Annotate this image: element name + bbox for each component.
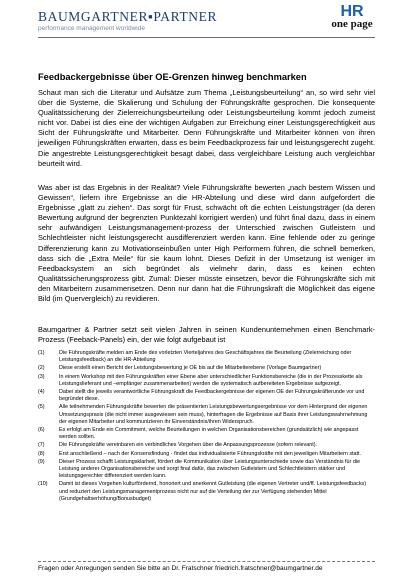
list-item-text: Die Führungskräfte melden am Ende des vorletzten Vierteljahres des Geschäftsjahres die Beurteilung (Zielerreichung oder Leistungsfeedback) an die HR-Abteilung — [59, 350, 352, 364]
list-item — [38, 481, 375, 503]
footer-contact: Fragen oder Anregungen senden Sie bitte an Dr. Fratschner friedrich.fratschner@baumgartner.de — [38, 565, 323, 572]
list-item-text: Die Führungskräfte vereinbaren ein verbindliches Vorgehen über die Anpassungsprozesse (sofern relevant). — [59, 442, 318, 449]
list-item — [38, 404, 375, 426]
list-item — [38, 451, 375, 458]
list-item-number: (10) — [38, 481, 48, 488]
document-title: Feedbackergebnisse über OE-Grenzen hinweg benchmarken — [38, 72, 307, 82]
list-item-number: (9) — [38, 458, 45, 465]
list-item — [38, 442, 375, 449]
intro-paragraph: Schaut man sich die Literatur und Aufsätze zum Thema „Leistungsbeurteilung“ an, so wird sehr viel über die Systeme, die Skalierung und Schulung der Führungskräfte gesprochen. Die konsequente Qualitätssicherung der Zielerreichungsbeurteilung oder Leistungsbeurteilung kommt jedoch zumeist nicht vor. Dabei ist dies eine der wichtigen Aufgaben zur Erreichung einer Leistungsgerechtigkeit aus Sicht der Führungskräfte und Mitarbeiter. Denn Führungskräfte und Mitarbeiter können von ihren jeweiligen Führungskräften erwarten, dass es beim Feedbackprozess fair und leistungsgerecht zugeht. Die angestrebte Leistungsgerechtigkeit besagt dabei, dass vergleichbare Leistung auch vergleichbar beurteilt wird. — [38, 88, 375, 168]
badge-hr-text: HR — [340, 3, 364, 20]
reality-paragraph: Was aber ist das Ergebnis in der Realität? Viele Führungskräfte bewerten „nach bestem Wissen und Gewissen“, liefern ihre Ergebnisse an die HR-Abteilung und diese wird dann aufgefordert die Ergebnisse „glatt zu ziehen“. Das sorgt für Frust, schwächt oft die echten Leistungsträger (da deren Bewertung aufgrund der begrenzten Punktezahl korrigiert werden) und führt final dazu, dass in einem sehr aufwändigen Leistungsmanagement-prozess der Unterschied zwischen Gutleistern und Schlechtleister nicht leistungsgerecht ausdifferenziert werden kann. Eine fehlende oder zu geringe Differenzierung kann zu Motivationseinbußen unter High Performern führen, die schnell bemerken, dass sich die „Extra Meile“ für sie kaum lohnt. Dieses Defizit in der Umsetzung ist weniger im Feedbacksystem an sich begründet als vielmehr darin, dass es keinen echten Qualitätssicherungsprozess gibt. Zumal: Dieser müsste einsetzen, bevor die Führungskräfte sich mit den Mitarbeitern zusammensetzen. Denn nur dann hat die Führungskraft die Möglichkeit das eigene Bild (im Quervergleich) zu revidieren. — [38, 183, 375, 304]
list-item-number: (6) — [38, 427, 45, 434]
brand-name: BAUMGARTNER▪PARTNER — [38, 9, 218, 24]
header-divider — [38, 37, 375, 38]
list-item-number: (2) — [38, 365, 45, 372]
badge-onepage-text: one page — [331, 18, 373, 30]
list-item — [38, 374, 375, 388]
list-item-text: Dieser Prozess schafft Leistungsklarheit, fördert die Kommunikation über Leistungsunterschiede sowie das Verständnis für die Leistung anderer Organisationsbereiche und sorgt final dafür, das zwischen Gutleistern und Schlechtleistern stärker und leistungsgerechter differenziert werden kann. — [59, 458, 361, 480]
list-item-text: In einem Workshop mit den Führungskräften einer Ebene aber unterschiedlicher Funktionsbereiche (die in der Prozesskette als Leistungslieferant und –empfänger zusammenarbeiten) werden die systematisch aufbereiteten Ergebnisse aufgezeigt. — [59, 373, 363, 387]
list-item-text: Es erfolgt am Ende ein Commitment, welche Beurteilungen in welchen Organisationsbereichen (grundsätzlich) wie angepasst werden sollten. — [59, 427, 359, 441]
list-item-number: (3) — [38, 373, 45, 380]
list-item-text: Damit ist dieses Vorgehen kulturfördernd, honoriert und anerkennt Gutleistung (die eigenen Vertreter und/ff. Leistungsfeedbacks) und reduziert den Leistungsmanagementprozess nicht nur auf die Verteilung der zur Verfügung stehenden Mittel (Grundgehaltserhöhung/Bonusbudget) — [59, 481, 367, 502]
list-item-number: (5) — [38, 404, 45, 411]
company-logo — [38, 10, 217, 33]
process-intro-paragraph: Baumgartner & Partner setzt seit vielen Jahren in seinen Kundenunternehmen einen Benchmark-Prozess (Feeback-Panels) ein, der wie folgt aufgebaut ist — [38, 325, 375, 345]
list-item-number: (8) — [38, 450, 45, 457]
list-item — [38, 350, 375, 364]
list-item-text: Alle teilnehmenden Führungskräfte bewerten die präsentierten Leistungsbewertungsergebnisse vor dem Hintergrund der eigenen Umsetzungspraxis (die nicht immer ausgewiesen sein muss), hinterfragen die Ergebnisse auf Basis ihrer Leistungswahrnehmung der eigenen Mitarbeiter und kommunizieren ihr Einverständnis/ihren Widerspruch. — [59, 404, 368, 425]
list-item — [38, 427, 375, 441]
process-steps-list — [38, 350, 375, 504]
list-item — [38, 389, 375, 403]
list-item-text: Erst anschließend – nach der Konsensfindung - findet das individualisierte Führungskräfte mit den jeweiligen Mitarbeitern statt. — [59, 450, 362, 457]
footer-divider — [38, 561, 375, 562]
list-item-number: (7) — [38, 442, 45, 449]
hr-one-page-badge — [327, 4, 377, 30]
list-item-text: Dabei stellt die jeweils verantwortliche Führungskraft die Feedbackergebnisse der eigenen OE der Führungskräfterunde vor und begründet diese. — [59, 389, 365, 403]
list-item-number: (4) — [38, 389, 45, 396]
brand-tagline: performance management worldwide — [38, 25, 145, 32]
list-item-number: (1) — [38, 350, 45, 356]
list-item — [38, 459, 375, 481]
list-item-text: Diese erstellt einen Bericht der Leistungsbewertung je OE bis auf die Mitarbeiterebene (Vorlage Baumgartner) — [59, 365, 322, 372]
list-item — [38, 365, 375, 372]
